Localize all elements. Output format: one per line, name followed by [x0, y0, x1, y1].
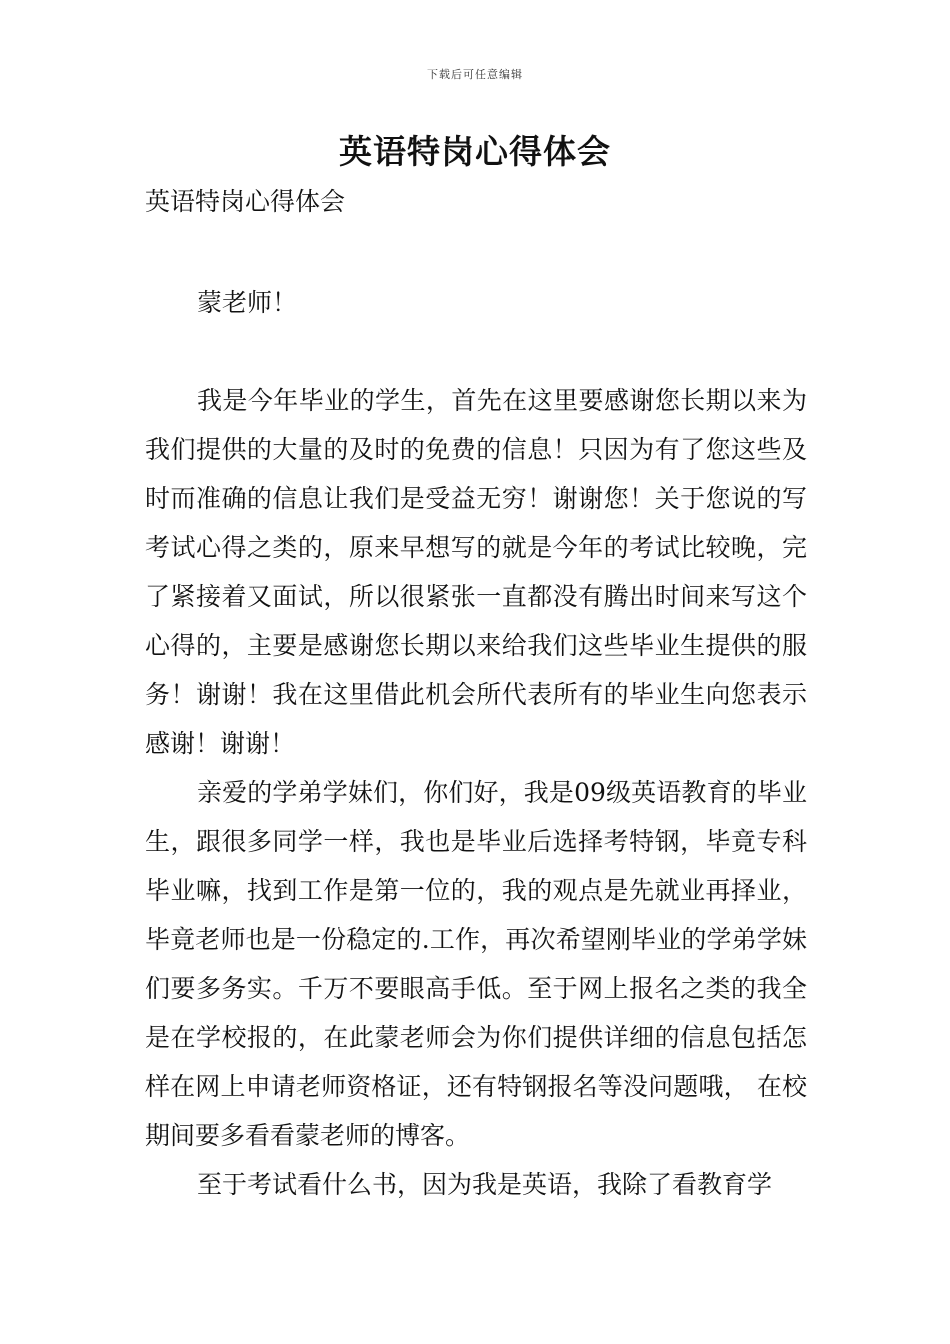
paragraph-exam-books: 至于考试看什么书，因为我是英语，我除了看教育学 — [197, 1170, 773, 1199]
document-title: 英语特岗心得体会 — [339, 132, 611, 171]
paragraph-thanks: 我是今年毕业的学生，首先在这里要感谢您长期以来为我们提供的大量的及时的免费的信息！只因为有了您这些及时而准确的信息让我们是受益无穷！谢谢您！关于您说的写考试心得之类的，原来早想写的就是今年的考试比较晚，完了紧接着又面试，所以很紧张一直都没有腾出时间来写这个心得的，主要是感谢您长期以来给我们这些毕业生提供的服务！谢谢！我在这里借此机会所代表所有的毕业生向您表示感谢！谢谢！ — [145, 386, 807, 758]
document-subtitle: 英语特岗心得体会 — [145, 187, 346, 216]
greeting-line: 蒙老师！ — [197, 288, 298, 317]
paragraph-advice: 亲爱的学弟学妹们，你们好，我是09级英语教育的毕业生，跟很多同学一样，我也是毕业后选择考特钢，毕竟专科毕业嘛，找到工作是第一位的，我的观点是先就业再择业，毕竟老师也是一份稳定的.工作，再次希望刚毕业的学弟学妹们要多务实。千万不要眼高手低。至于网上报名之类的我全是在学校报的，在此蒙老师会为你们提供详细的信息包括怎样在网上申请老师资格证，还有特钢报名等没问题哦， 在校期间要多看看蒙老师的博客。 — [145, 778, 807, 1150]
header-note: 下载后可任意编辑 — [427, 68, 523, 81]
